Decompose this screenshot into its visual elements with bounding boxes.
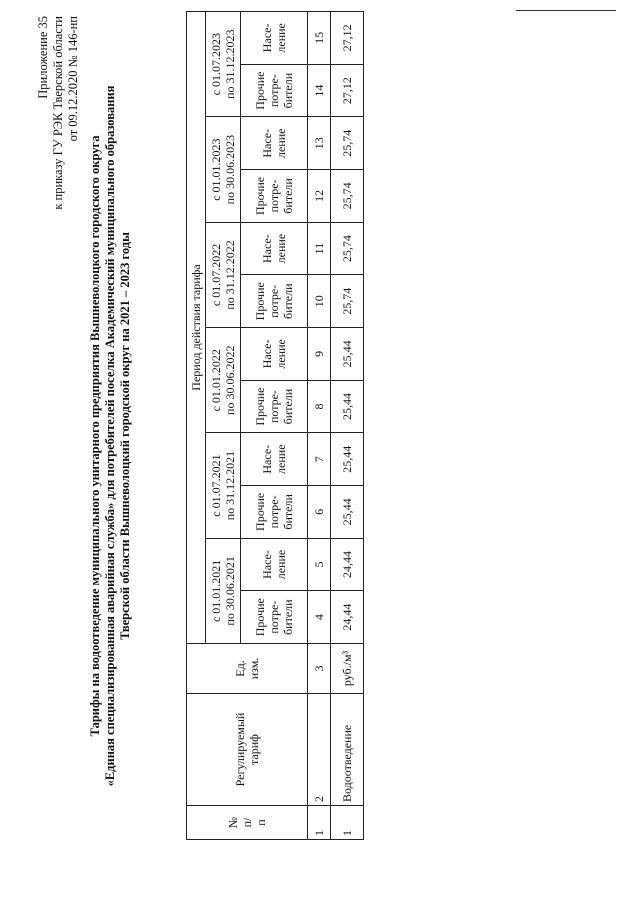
rotated-document xyxy=(16,0,616,876)
period-cell: с 01.01.2021 по 30.06.2021 xyxy=(206,538,241,643)
table-body xyxy=(308,11,364,839)
period-cell: с 01.07.2021 по 31.12.2021 xyxy=(206,433,241,538)
row-unit-cell: руб./м³ xyxy=(331,644,364,694)
subheader-population: Насе- ление xyxy=(241,328,308,381)
subheader-population: Насе- ление xyxy=(241,117,308,170)
table-row xyxy=(331,11,364,839)
col-tariff-header: Регулируемый тариф xyxy=(187,694,308,806)
tariff-value-cell: 25,74 xyxy=(331,170,364,223)
appendix-block xyxy=(36,16,81,210)
subheader-population: Насе- ление xyxy=(241,222,308,275)
column-number-cell: 10 xyxy=(308,275,331,328)
row-tariff-cell: Водоотведение xyxy=(331,694,364,806)
subheader-other-consumers: Прочие потре- бители xyxy=(241,275,308,328)
tariff-value-cell: 25,44 xyxy=(331,380,364,433)
column-number-cell: 12 xyxy=(308,170,331,223)
tariff-value-cell: 25,44 xyxy=(331,433,364,486)
column-number-cell: 13 xyxy=(308,117,331,170)
column-number-row xyxy=(308,11,331,839)
tariff-value-cell: 25,44 xyxy=(331,486,364,539)
appendix-date: от 09.12.2020 № 146-нп xyxy=(66,16,80,142)
column-number-cell: 9 xyxy=(308,328,331,381)
subheader-population: Насе- ление xyxy=(241,433,308,486)
column-number-cell: 6 xyxy=(308,486,331,539)
column-number-cell: 8 xyxy=(308,380,331,433)
column-number-cell: 1 xyxy=(308,806,331,840)
subheader-population: Насе- ление xyxy=(241,11,308,64)
column-number-cell: 4 xyxy=(308,591,331,644)
period-cell: с 01.07.2023 по 31.12.2023 xyxy=(206,11,241,116)
tariff-value-cell: 25,74 xyxy=(331,117,364,170)
column-number-cell: 3 xyxy=(308,644,331,694)
tariff-value-cell: 24,44 xyxy=(331,591,364,644)
column-number-cell: 14 xyxy=(308,64,331,117)
period-cell: с 01.01.2022 по 30.06.2022 xyxy=(206,328,241,433)
subheader-population: Насе- ление xyxy=(241,538,308,591)
tariff-value-cell: 25,44 xyxy=(331,328,364,381)
title-line-3: Тверской области Вышневолоцкий городской округ на 2021 – 2023 годы xyxy=(118,232,132,640)
tariff-value-cell: 27,12 xyxy=(331,11,364,64)
appendix-order: к приказу ГУ РЭК Тверской области xyxy=(51,16,65,210)
tariff-value-cell: 25,74 xyxy=(331,275,364,328)
appendix-number: Приложение 35 xyxy=(36,16,50,99)
subheader-other-consumers: Прочие потре- бители xyxy=(241,380,308,433)
title-line-2: «Единая специализированная аварийная служба» для потребителей поселка Академический муниципального образования xyxy=(103,85,117,787)
tariff-value-cell: 24,44 xyxy=(331,538,364,591)
column-number-cell: 11 xyxy=(308,222,331,275)
col-unit-header: Ед. изм. xyxy=(187,644,308,694)
column-number-cell: 15 xyxy=(308,11,331,64)
period-cell: с 01.01.2023 по 30.06.2023 xyxy=(206,117,241,222)
subheader-other-consumers: Прочие потре- бители xyxy=(241,486,308,539)
tariff-value-cell: 25,74 xyxy=(331,222,364,275)
period-header: Период действия тарифа xyxy=(187,11,206,643)
col-number-header: № п/ п xyxy=(187,806,308,840)
subheader-other-consumers: Прочие потре- бители xyxy=(241,591,308,644)
row-number-cell: 1 xyxy=(331,806,364,840)
tariff-value-cell: 27,12 xyxy=(331,64,364,117)
subheader-other-consumers: Прочие потре- бители xyxy=(241,170,308,223)
column-number-cell: 5 xyxy=(308,538,331,591)
document-title xyxy=(88,0,133,876)
subheader-other-consumers: Прочие потре- бители xyxy=(241,64,308,117)
title-line-1: Тарифы на водоотведение муниципального унитарного предприятия Вышневолоцкого городского округа xyxy=(88,135,102,737)
table-header xyxy=(187,11,308,839)
column-number-cell: 7 xyxy=(308,433,331,486)
period-cell: с 01.07.2022 по 31.12.2022 xyxy=(206,222,241,327)
column-number-cell: 2 xyxy=(308,694,331,806)
tariff-table xyxy=(186,11,364,840)
